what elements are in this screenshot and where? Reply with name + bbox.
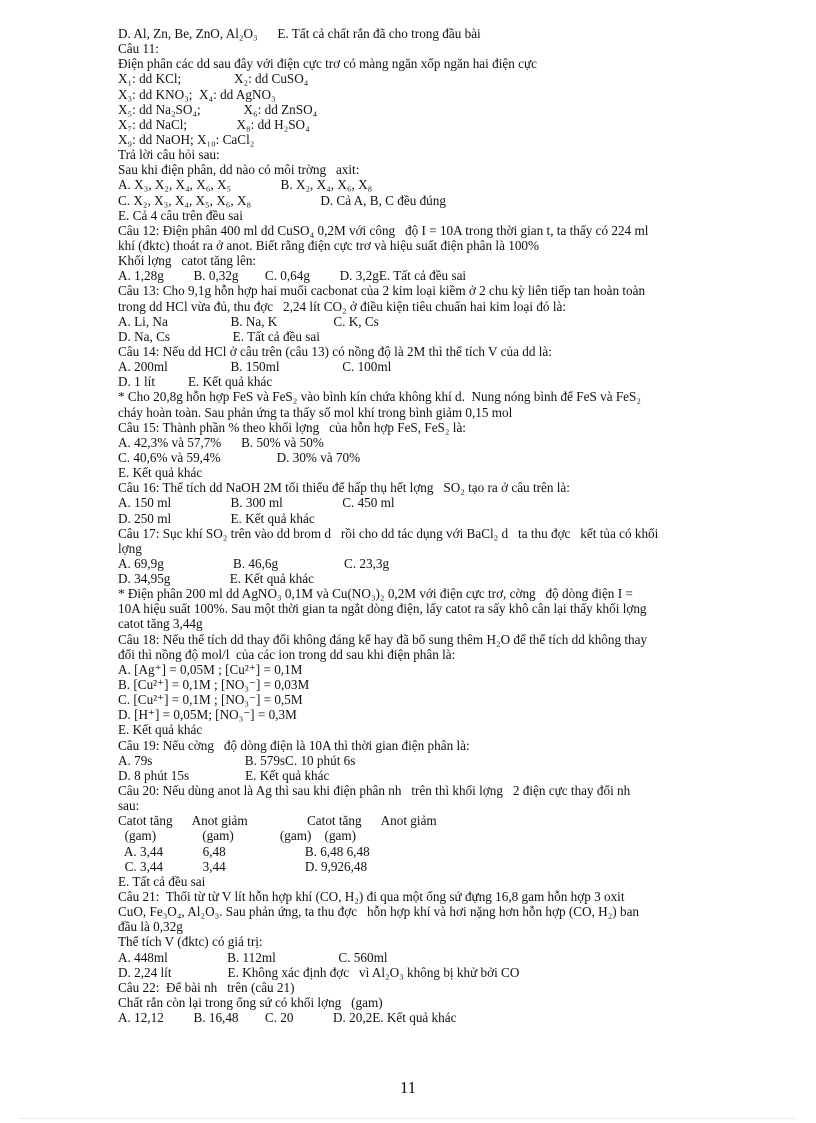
text-line: Catot tăng Anot giảm Catot tăng Anot giảm: [118, 813, 437, 829]
question-line: Câu 16: Thể tích dd NaOH 2M tối thiểu để hấp thụ hết lợng SO₂ tạo ra ở câu trên là:: [118, 480, 570, 496]
text-line: D. 250 ml E. Kết quả khác: [118, 510, 315, 526]
text-line: A. 79s B. 579sC. 10 phút 6s: [118, 752, 356, 768]
text-line: (gam) (gam) (gam) (gam): [118, 828, 357, 844]
question-line: Câu 13: Cho 9,1g hỗn hợp hai muối cacbonat của 2 kim loại kiềm ở 2 chu kỳ liên tiếp tan hoàn toàn: [118, 283, 646, 299]
text-line: A. 42,3% và 57,7% B. 50% và 50%: [118, 434, 324, 450]
text-line: X₇: dd NaCl; X₈: dd H₂SO₄: [118, 116, 310, 132]
text-line: A. 448ml B. 112ml C. 560ml: [118, 949, 388, 965]
text-line: C. 3,44 3,44 D. 9,926,48: [118, 858, 368, 874]
text-line: B. [Cu²⁺] = 0,1M ; [NO₃⁻] = 0,03M: [118, 677, 310, 693]
question-line: Câu 18: Nếu thể tích dd thay đổi không đáng kể hay đã bổ sung thêm H₂O để thể tích dd không thay: [118, 631, 648, 647]
text-line: 10A hiệu suất 100%. Sau một thời gian ta ngắt dòng điện, lấy catot ra sấy khô cân lại thấy khối lợng: [118, 601, 647, 617]
text-line: X₁: dd KCl; X₂: dd CuSO₄: [118, 71, 309, 87]
text-line: A. [Ag⁺] = 0,05M ; [Cu²⁺] = 0,1M: [118, 661, 303, 677]
text-line: C. [Cu²⁺] = 0,1M ; [NO₃⁻] = 0,5M: [118, 692, 303, 708]
text-line: lợng: [118, 540, 142, 556]
text-line: D. [H⁺] = 0,05M; [NO₃⁻] = 0,3M: [118, 707, 297, 723]
text-line: Khối lợng catot tăng lên:: [118, 253, 257, 269]
text-line: D. Na, Cs E. Tất cả đều sai: [118, 328, 320, 344]
text-line: * Điện phân 200 ml dd AgNO₃ 0,1M và Cu(NO₃)₂ 0,2M với điện cực trơ, cờng độ dòng điện I =: [118, 586, 633, 602]
text-line: E. Kết quả khác: [118, 722, 203, 738]
question-line: Câu 11:: [118, 41, 159, 57]
text-line: Chất rắn còn lại trong ống sứ có khối lợng (gam): [118, 995, 383, 1010]
text-line: X₉: dd NaOH; X₁₀: CaCl₂: [118, 131, 255, 147]
text-line: E. Tất cả đều sai: [118, 873, 206, 889]
text-line: A. 3,44 6,48 B. 6,48 6,48: [118, 843, 370, 859]
question-line: Câu 15: Thành phần % theo khối lợng của hỗn hợp FeS, FeS₂ là:: [118, 419, 466, 435]
question-line: Câu 12: Điện phân 400 ml dd CuSO₄ 0,2M với công độ I = 10A trong thời gian t, ta thấy có 224 ml: [118, 222, 649, 238]
page-bottom-border: [20, 1118, 796, 1119]
text-line: E. Kết quả khác: [118, 465, 203, 481]
text-line: A. 69,9g B. 46,6g C. 23,3g: [118, 555, 390, 571]
text-line: E. Cả 4 câu trên đều sai: [118, 207, 243, 223]
text-line: Sau khi điện phân, dd nào có môi trờng axit:: [118, 162, 360, 178]
text-line: Thể tích V (đktc) có giá trị:: [118, 934, 263, 950]
question-line: Câu 20: Nếu dùng anot là Ag thì sau khi điện phân nh trên thì khối lợng 2 điện cực thay đổi nh: [118, 783, 631, 799]
text-line: đổi thì nồng độ mol/l của các ion trong dd sau khi điện phân là:: [118, 646, 456, 662]
page-number: 11: [399, 1078, 417, 1097]
text-line: D. 1 lít E. Kết quả khác: [118, 374, 273, 390]
text-line: A. 200ml B. 150ml C. 100ml: [118, 359, 392, 375]
text-line: catot tăng 3,44g: [118, 616, 203, 632]
question-line: Câu 17: Sục khí SO₂ trên vào dd brom d rồi cho dd tác dụng với BaCl₂ d ta thu đợc kết tủa có khối: [118, 525, 659, 541]
question-line: Câu 19: Nếu cờng độ dòng điện là 10A thì thời gian điện phân là:: [118, 737, 470, 753]
text-line: A. 1,28g B. 0,32g C. 0,64g D. 3,2gE. Tất cả đều sai: [118, 268, 467, 284]
question-line: Câu 21: Thổi từ từ V lít hỗn hợp khí (CO, H₂) đi qua một ống sứ đựng 16,8 gam hỗn hợp 3 oxit: [118, 889, 625, 905]
text-line: cháy hoàn toàn. Sau phản ứng ta thấy số mol khí trong bình giảm 0,15 mol: [118, 404, 513, 420]
text-line: * Cho 20,8g hỗn hợp FeS và FeS₂ vào bình kín chứa không khí d. Nung nóng bình để FeS và FeS₂: [118, 389, 641, 405]
text-line: A. 150 ml B. 300 ml C. 450 ml: [118, 495, 395, 511]
text-line: A. X₃, X₂, X₄, X₆, X₅ B. X₂, X₄, X₆, X₈: [118, 177, 373, 193]
text-line: A. Li, Na B. Na, K C. K, Cs: [118, 313, 379, 329]
text-line: CuO, Fe₃O₄, Al₂O₃. Sau phản ứng, ta thu đợc hỗn hợp khí và hơi nặng hơn hỗn hợp (CO, H₂) ban: [118, 904, 640, 920]
text-line: C. X₂, X₃, X₄, X₅, X₆, X₈ D. Cả A, B, C đều đúng: [118, 192, 446, 208]
text-line: D. 34,95g E. Kết quả khác: [118, 571, 314, 587]
text-line: trong dd HCl vừa đủ, thu đợc 2,24 lít CO₂ ở điều kiện tiêu chuẩn hai kim loại đó là:: [118, 298, 566, 314]
question-line: Câu 22: Để bài nh trên (câu 21): [118, 979, 295, 995]
text-line: D. 2,24 lít E. Không xác định đợc vì Al₂O₃ không bị khử bởi CO: [118, 964, 520, 980]
text-line: Điện phân các dd sau đây với điện cực trơ có màng ngăn xốp ngăn hai điện cực: [118, 56, 537, 72]
text-line: C. 40,6% và 59,4% D. 30% và 70%: [118, 449, 361, 465]
text-line: D. Al, Zn, Be, ZnO, Al₂O₃ E. Tất cả chất rắn đã cho trong đầu bài: [118, 26, 481, 41]
text-line: Trả lời câu hỏi sau:: [118, 147, 220, 163]
text-line: X₅: dd Na₂SO₄; X₆: dd ZnSO₄: [118, 101, 318, 117]
text-line: X₃: dd KNO₃; X₄: dd AgNO₃: [118, 86, 276, 102]
document-body: [118, 26, 778, 1025]
text-line: A. 12,12 B. 16,48 C. 20 D. 20,2E. Kết quả khác: [118, 1010, 457, 1026]
text-line: D. 8 phút 15s E. Kết quả khác: [118, 767, 330, 783]
text-line: sau:: [118, 798, 140, 814]
text-line: khí (đktc) thoát ra ở anot. Biết rằng điện cực trơ và hiệu suất điện phân là 100%: [118, 237, 539, 253]
text-line: đầu là 0,32g: [118, 919, 183, 935]
question-line: Câu 14: Nếu dd HCl ở câu trên (câu 13) có nồng độ là 2M thì thể tích V của dd là:: [118, 343, 552, 359]
